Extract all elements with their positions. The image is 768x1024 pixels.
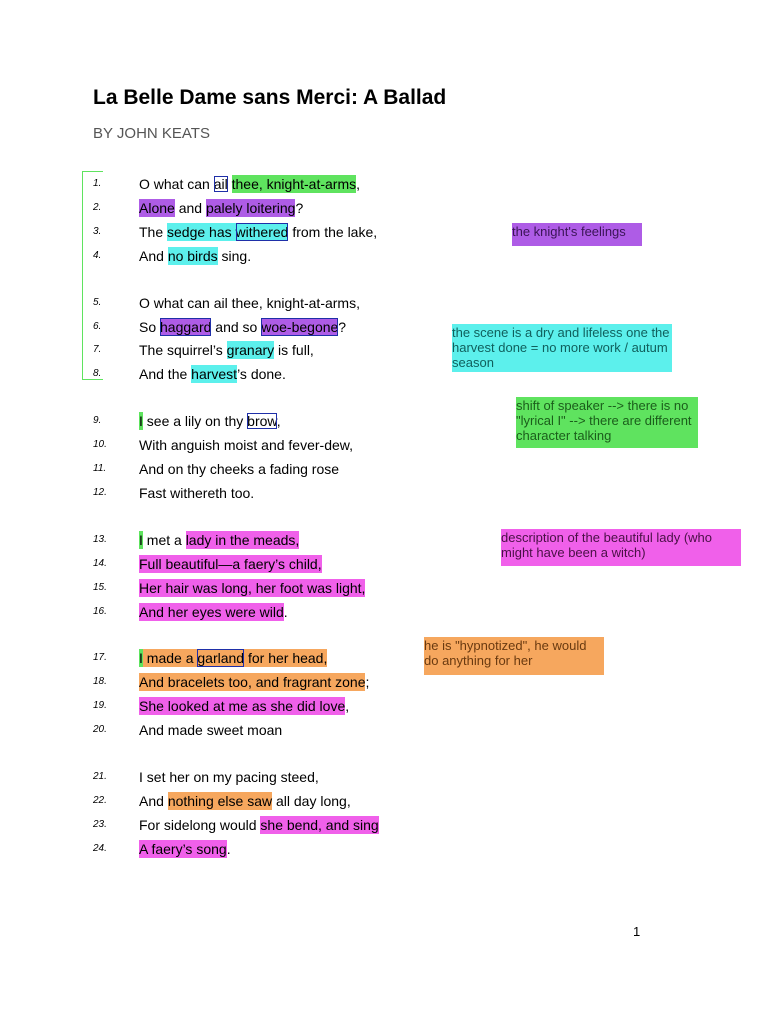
poem-line (0, 767, 768, 787)
text-segment: And on thy cheeks a fading rose (139, 461, 340, 477)
highlighted-text: I (139, 650, 143, 666)
line-number: 2. (93, 202, 102, 213)
line-text (139, 459, 339, 479)
line-text (139, 435, 353, 455)
poem-line (0, 815, 768, 835)
poem-title: La Belle Dame sans Merci: A Ballad (93, 86, 447, 109)
poem-line (0, 174, 768, 194)
note-hypnotized: he is "hypnotized", he would do anything for her (424, 637, 604, 675)
text-segment: I set her on my pacing steed, (139, 769, 319, 785)
highlighted-text: And bracelets too, and fragrant zone (139, 674, 366, 690)
line-number: 24. (93, 843, 107, 854)
line-text (139, 222, 377, 242)
text-segment: With anguish moist and fever-dew, (139, 437, 353, 453)
text-segment: . (226, 841, 231, 857)
line-text (139, 602, 288, 622)
poem-author: BY JOHN KEATS (93, 125, 210, 142)
line-text (139, 483, 254, 503)
poem-line (0, 293, 768, 313)
highlighted-text: no birds (167, 248, 218, 264)
line-text (139, 317, 346, 337)
line-text (139, 340, 314, 360)
highlighted-text: woe-begone (261, 319, 339, 335)
line-text (139, 672, 369, 692)
highlighted-text: I (139, 413, 143, 429)
highlighted-text: made a (142, 650, 198, 666)
text-segment: The squirrel’s (139, 342, 227, 358)
poem-line (0, 696, 768, 716)
line-text (139, 530, 299, 550)
line-number: 17. (93, 652, 107, 663)
text-segment: all day long, (272, 793, 351, 809)
text-segment: ; (365, 674, 370, 690)
line-text (139, 578, 365, 598)
line-number: 16. (93, 606, 107, 617)
text-segment: O what can ail thee, knight-at-arms, (139, 295, 360, 311)
line-text (139, 293, 360, 313)
text-segment: met a (142, 532, 186, 548)
line-number: 3. (93, 226, 102, 237)
poem-line (0, 839, 768, 859)
highlighted-text: harvest (191, 366, 238, 382)
highlighted-text: granary (226, 342, 275, 358)
line-text (139, 839, 231, 859)
line-number: 7. (93, 344, 102, 355)
poem-line (0, 720, 768, 740)
highlighted-text: garland (197, 650, 245, 666)
text-segment: and (174, 200, 206, 216)
text-segment: , (276, 413, 281, 429)
line-text (139, 411, 281, 431)
line-number: 1. (93, 178, 102, 189)
text-segment: And the (139, 366, 192, 382)
line-number: 14. (93, 558, 107, 569)
highlighted-text: haggard (160, 319, 212, 335)
poem-line (0, 602, 768, 622)
line-number: 21. (93, 771, 107, 782)
text-segment: ’s done. (237, 366, 286, 382)
highlighted-text: sedge has (167, 224, 236, 240)
line-number: 10. (93, 439, 107, 450)
highlighted-text: And her eyes were wild (139, 604, 284, 620)
line-text (139, 198, 303, 218)
line-number: 9. (93, 415, 102, 426)
line-number: 6. (93, 321, 102, 332)
line-text (139, 364, 286, 384)
line-text (139, 815, 379, 835)
text-segment: , (356, 176, 360, 192)
line-number: 20. (93, 724, 107, 735)
boxed-text: ail (213, 176, 228, 192)
line-number: 8. (93, 368, 102, 379)
text-segment: is full, (274, 342, 314, 358)
page-number: 1 (633, 924, 641, 939)
poem-line (0, 222, 768, 242)
poem-line (0, 672, 768, 692)
poem-line (0, 459, 768, 479)
highlighted-text: withered (235, 224, 289, 240)
note-shift-of-speaker: shift of speaker --> there is no "lyrical I" --> there are different character talking (516, 397, 698, 448)
highlighted-text: Her hair was long, her foot was light, (139, 580, 366, 596)
highlighted-text: I (139, 532, 143, 548)
text-segment: and so (211, 319, 262, 335)
text-segment: And (139, 248, 168, 264)
line-text (139, 720, 282, 740)
poem-line (0, 578, 768, 598)
text-segment: So (139, 319, 161, 335)
line-number: 4. (93, 250, 102, 261)
highlighted-text: for her head, (244, 650, 328, 666)
poem-line (0, 791, 768, 811)
text-segment: And made sweet moan (139, 722, 283, 738)
line-number: 22. (93, 795, 107, 806)
line-number: 23. (93, 819, 107, 830)
note-lady-description: description of the beautiful lady (who might have been a witch) (501, 529, 741, 566)
note-scene: the scene is a dry and lifeless one the harvest done = no more work / autum season (452, 324, 672, 372)
highlighted-text: nothing else saw (167, 793, 273, 809)
line-text (139, 696, 349, 716)
text-segment: ? (338, 319, 347, 335)
highlighted-text: lady in the meads, (185, 532, 300, 548)
boxed-text: brow (247, 413, 277, 429)
highlighted-text: Full beautiful—a faery’s child, (139, 556, 322, 572)
highlighted-text: she bend, and sing (260, 817, 379, 833)
highlighted-text: A faery’s song (139, 841, 227, 857)
line-text (139, 554, 322, 574)
highlighted-text: thee, knight-at-arms (231, 176, 357, 192)
line-text (139, 767, 319, 787)
line-text (139, 791, 351, 811)
text-segment: O what can (139, 176, 214, 192)
line-number: 19. (93, 700, 107, 711)
highlighted-text: She looked at me as she did love (139, 698, 346, 714)
line-number: 5. (93, 297, 102, 308)
text-segment: see a lily on thy (142, 413, 248, 429)
highlighted-text: palely loitering (205, 200, 296, 216)
line-text (139, 648, 327, 668)
poem-line (0, 198, 768, 218)
line-number: 13. (93, 534, 107, 545)
poem-line (0, 483, 768, 503)
line-number: 12. (93, 487, 107, 498)
text-segment: And (139, 793, 168, 809)
text-segment: For sidelong would (139, 817, 261, 833)
text-segment: Fast withereth too. (139, 485, 255, 501)
highlighted-text: Alone (139, 200, 175, 216)
line-number: 18. (93, 676, 107, 687)
line-number: 11. (93, 463, 107, 474)
line-text (139, 246, 251, 266)
note-knight-feelings: the knight's feelings (512, 223, 642, 246)
line-number: 15. (93, 582, 107, 593)
poem-line (0, 648, 768, 668)
text-segment: sing. (217, 248, 252, 264)
line-text (139, 174, 360, 194)
text-segment: ? (295, 200, 304, 216)
text-segment: , (345, 698, 350, 714)
text-segment: . (283, 604, 288, 620)
text-segment: from the lake, (288, 224, 378, 240)
text-segment: The (139, 224, 168, 240)
poem-line (0, 246, 768, 266)
